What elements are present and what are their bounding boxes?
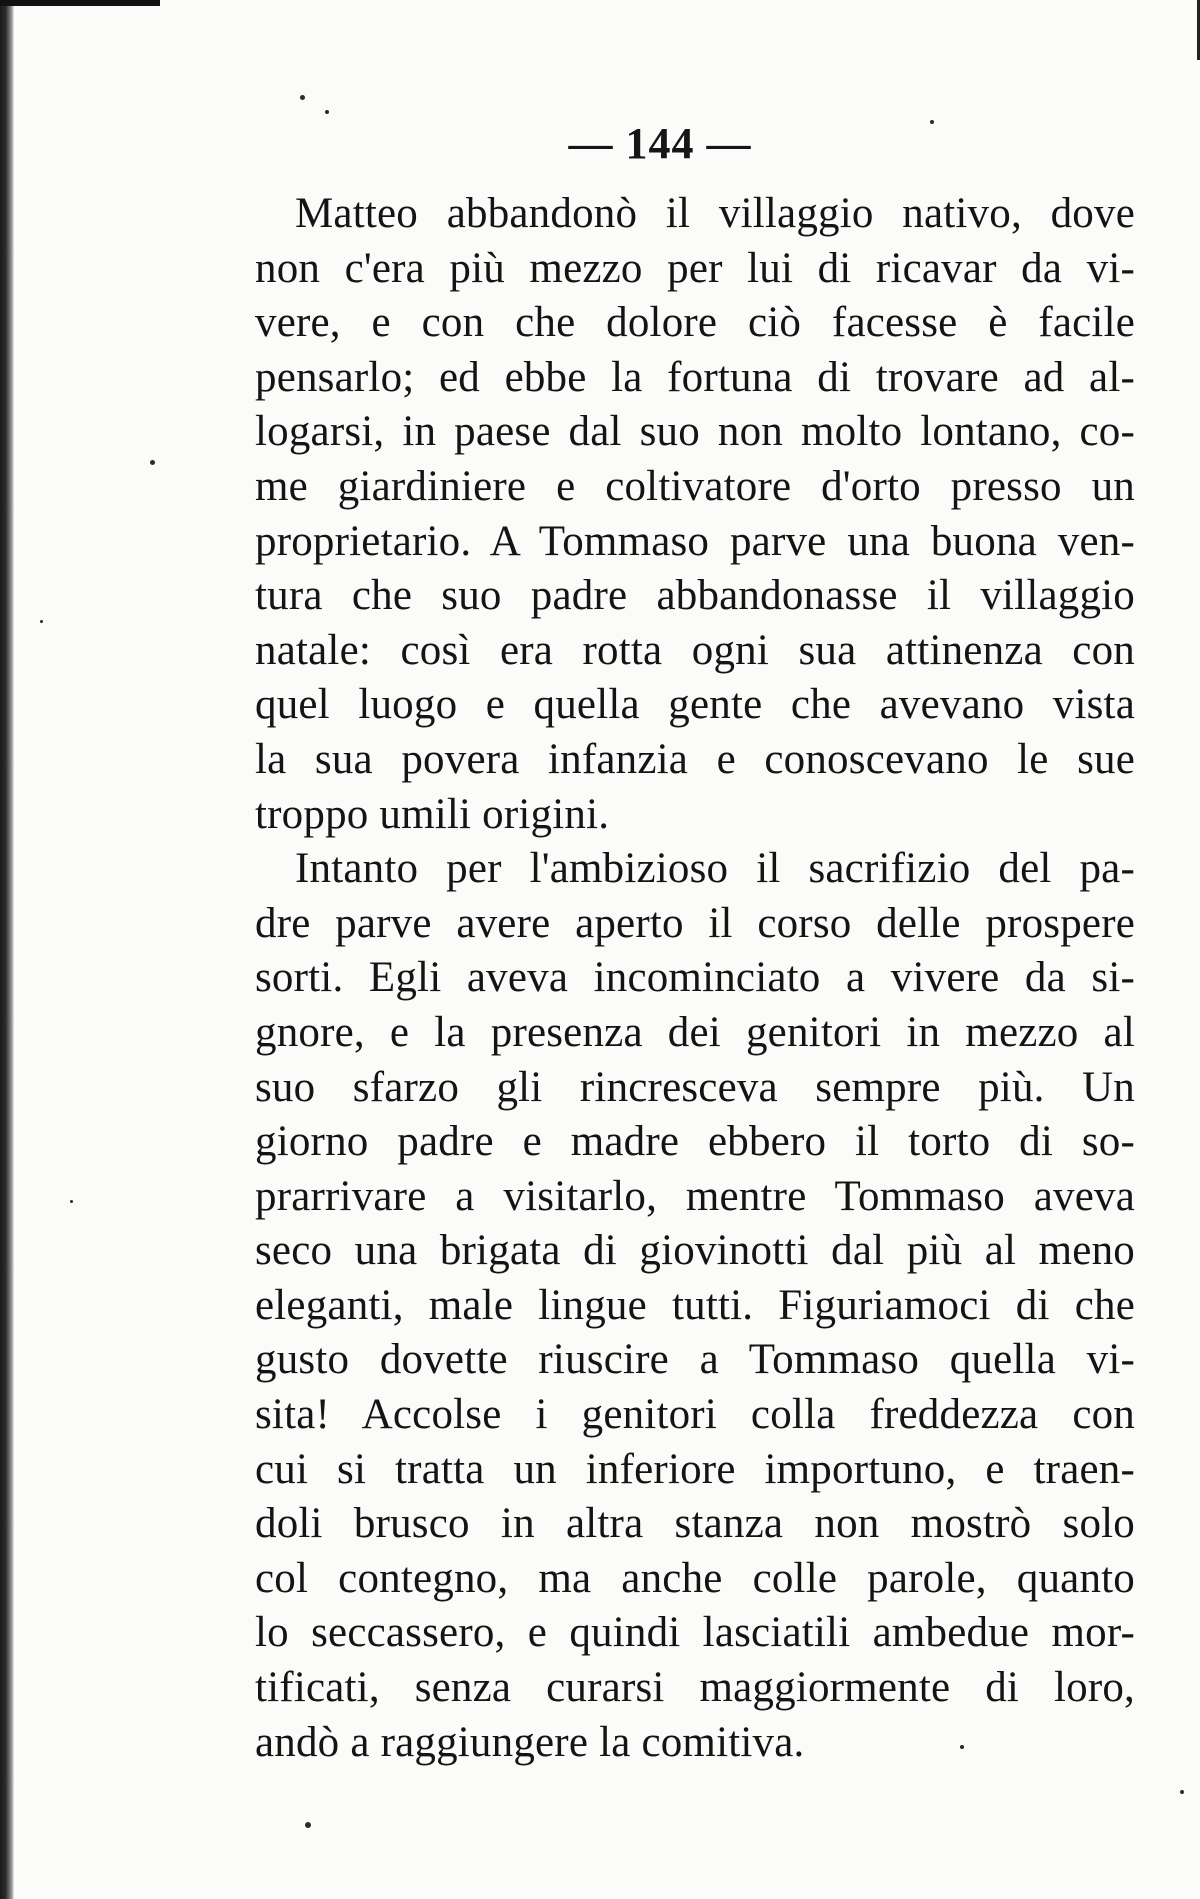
text-line: tificati, senza curarsi maggiormente di loro, — [255, 1664, 1135, 1712]
ink-speck — [305, 1822, 311, 1828]
text-line: gusto dovette riuscire a Tommaso quella vi- — [255, 1336, 1135, 1384]
text-line: tura che suo padre abbandonasse il villaggio — [255, 572, 1135, 620]
text-line: dre parve avere aperto il corso delle prospere — [255, 899, 1135, 947]
text-line: eleganti, male lingue tutti. Figuriamoci di che — [255, 1281, 1135, 1329]
text-line: Matteo abbandonò il villaggio nativo, dove — [295, 190, 1135, 237]
text-line: me giardiniere e coltivatore d'orto presso un — [255, 462, 1135, 510]
text-line: vere, e con che dolore ciò facesse è facile — [255, 299, 1135, 347]
text-line: giorno padre e madre ebbero il torto di so- — [255, 1118, 1135, 1166]
text-line: suo sfarzo gli rincresceva sempre più. Un — [255, 1063, 1135, 1111]
text-line: sorti. Egli aveva incominciato a vivere da si- — [255, 954, 1135, 1002]
ink-speck — [70, 1200, 73, 1203]
text-line: non c'era più mezzo per lui di ricavar da vi- — [255, 244, 1135, 292]
binding-edge — [0, 0, 14, 1899]
ink-speck — [1180, 1790, 1184, 1794]
text-line: la sua povera infanzia e conoscevano le sue — [255, 735, 1135, 783]
text-line: lo seccassero, e quindi lasciatili ambedue mor- — [255, 1609, 1135, 1657]
text-line: andò a raggiungere la comitiva. — [255, 1718, 805, 1766]
text-line: prarrivare a visitarlo, mentre Tommaso aveva — [255, 1172, 1135, 1220]
text-line: pensarlo; ed ebbe la fortuna di trovare ad al- — [255, 353, 1135, 401]
text-line: sita! Accolse i genitori colla freddezza con — [255, 1391, 1135, 1439]
paragraph — [255, 842, 1135, 1770]
text-line: quel luogo e quella gente che avevano vista — [255, 681, 1135, 729]
text-line: gnore, e la presenza dei genitori in mezzo al — [255, 1008, 1135, 1056]
text-line: proprietario. A Tommaso parve una buona ven- — [255, 517, 1135, 565]
text-line: natale: così era rotta ogni sua attinenza con — [255, 626, 1135, 674]
text-line: Intanto per l'ambizioso il sacrifizio del pa- — [295, 845, 1135, 893]
text-line: doli brusco in altra stanza non mostrò solo — [255, 1500, 1135, 1548]
ink-speck — [40, 620, 43, 623]
ink-speck — [150, 460, 155, 465]
text-line: troppo umili origini. — [255, 790, 610, 838]
page-number: — 144 — — [568, 119, 752, 168]
text-line: logarsi, in paese dal suo non molto lontano, co- — [255, 408, 1135, 456]
ink-speck — [325, 110, 329, 114]
text-line: seco una brigata di giovinotti dal più al meno — [255, 1227, 1135, 1275]
ink-speck — [300, 95, 305, 100]
text-line: cui si tratta un inferiore importuno, e traen- — [255, 1445, 1135, 1493]
body-text — [255, 187, 1135, 1770]
paragraph — [255, 187, 1135, 842]
top-rule — [0, 0, 160, 6]
text-line: col contegno, ma anche colle parole, quanto — [255, 1554, 1135, 1602]
